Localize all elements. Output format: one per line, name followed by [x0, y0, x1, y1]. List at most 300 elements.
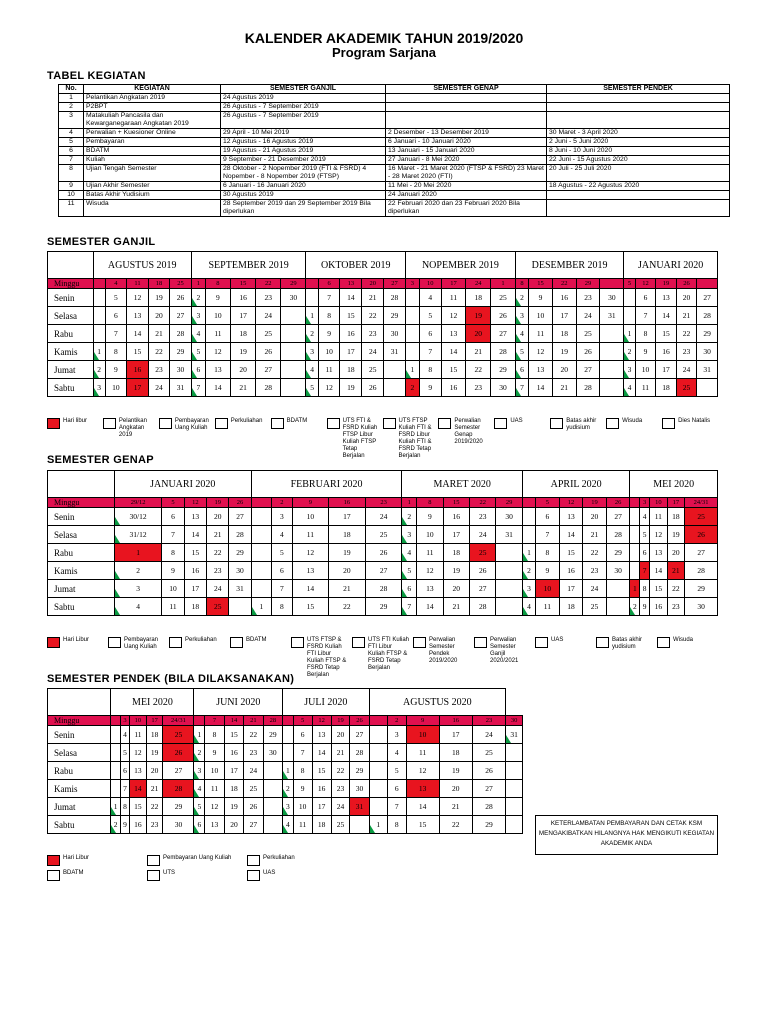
date-cell: 17 [224, 762, 243, 780]
date-cell: 21 [439, 798, 472, 816]
date-cell: 1 [369, 816, 388, 834]
date-cell [606, 598, 630, 616]
date-cell: 22 [331, 762, 350, 780]
date-cell: 9 [205, 289, 230, 307]
date-cell [263, 798, 282, 816]
date-cell: 14 [340, 289, 362, 307]
kegiatan-cell: 3 [59, 112, 84, 129]
date-cell: 1 [624, 325, 635, 343]
legend-item [271, 418, 323, 429]
date-cell: 2 [111, 816, 120, 834]
kegiatan-cell: 2 [59, 103, 84, 112]
calendar-day-row [48, 798, 523, 816]
sunday-cell: 5 [624, 279, 635, 289]
date-cell: 28 [170, 325, 192, 343]
date-cell: 26 [472, 762, 505, 780]
date-cell: 23 [362, 325, 384, 343]
date-cell: 12 [441, 307, 466, 325]
date-cell: 3 [93, 379, 105, 397]
legend-item [147, 870, 243, 881]
kegiatan-cell: 7 [59, 156, 84, 165]
date-cell [93, 289, 105, 307]
calendar-month-row [48, 471, 718, 498]
sunday-cell [251, 498, 271, 508]
date-cell: 23 [146, 816, 163, 834]
legend-swatch [247, 870, 260, 881]
date-cell: 7 [402, 598, 417, 616]
legend-item [413, 637, 470, 665]
sunday-cell: 27 [384, 279, 406, 289]
sunday-cell: 10 [650, 498, 668, 508]
date-cell: 23 [583, 562, 607, 580]
kegiatan-cell [386, 112, 547, 129]
date-cell: 29 [491, 361, 516, 379]
legend-item [662, 418, 714, 429]
date-cell: 22 [667, 580, 685, 598]
date-cell: 30 [491, 379, 516, 397]
date-cell: 8 [536, 544, 560, 562]
date-cell: 14 [441, 343, 466, 361]
date-cell: 19 [443, 562, 469, 580]
date-cell: 2 [624, 343, 635, 361]
kegiatan-cell: P2BPT [84, 103, 221, 112]
date-cell: 26 [685, 526, 718, 544]
date-cell: 11 [417, 544, 443, 562]
date-cell [111, 762, 120, 780]
date-cell: 11 [536, 598, 560, 616]
calendar-day-row [48, 307, 718, 325]
date-cell: 3 [624, 361, 635, 379]
kegiatan-cell: 10 [59, 191, 84, 200]
date-cell: 7 [515, 379, 528, 397]
date-cell [600, 361, 624, 379]
legend-label: UAS [510, 418, 523, 424]
date-cell: 30 [600, 289, 624, 307]
sunday-cell: 26 [606, 498, 630, 508]
date-cell [350, 816, 369, 834]
date-cell: 8 [105, 343, 127, 361]
legend-swatch [662, 418, 675, 429]
date-cell [697, 379, 718, 397]
legend-label: Wisuda [673, 637, 694, 643]
legend-genap [47, 637, 718, 678]
date-cell: 11 [293, 816, 312, 834]
kegiatan-cell: 16 Maret - 21 Maret 2020 (FTSP & FSRD) 23 Maret - 28 Maret 2020 (FTI) [386, 165, 547, 182]
sunday-cell: 2 [272, 498, 292, 508]
date-cell: 20 [224, 816, 243, 834]
date-cell [369, 744, 388, 762]
date-cell [600, 325, 624, 343]
date-cell: 14 [184, 526, 206, 544]
date-cell [263, 762, 282, 780]
date-cell: 11 [650, 508, 668, 526]
date-cell: 21 [231, 379, 256, 397]
date-cell: 28 [256, 379, 281, 397]
date-cell: 4 [515, 325, 528, 343]
date-cell: 13 [184, 508, 206, 526]
date-cell [369, 726, 388, 744]
sunday-cell: 17 [441, 279, 466, 289]
date-cell: 5 [388, 762, 407, 780]
date-cell [630, 508, 640, 526]
kegiatan-cell: Pembayaran [84, 138, 221, 147]
sunday-cell: 5 [536, 498, 560, 508]
date-cell: 17 [340, 343, 362, 361]
date-cell [405, 289, 419, 307]
date-cell: 18 [329, 526, 366, 544]
sunday-cell [600, 279, 624, 289]
date-cell: 23 [244, 744, 263, 762]
date-cell: 6 [105, 307, 127, 325]
legend-label: UTS FTSP & FSRD Kuliah FTI Libur Kuliah FTSP & FSRD Tetap Berjalan [307, 637, 347, 678]
calendar-day-row [48, 598, 718, 616]
calendar-corner [48, 471, 115, 498]
date-cell: 8 [293, 762, 312, 780]
month-header: SEPTEMBER 2019 [191, 252, 306, 279]
date-cell: 13 [127, 307, 149, 325]
legend-label: UTS [163, 870, 175, 876]
date-cell: 2 [191, 289, 205, 307]
date-cell: 24 [244, 762, 263, 780]
sunday-cell: 26 [676, 279, 697, 289]
date-cell: 20 [443, 580, 469, 598]
kegiatan-cell [547, 200, 730, 217]
date-cell: 16 [184, 562, 206, 580]
date-cell: 15 [406, 816, 439, 834]
date-cell: 3 [522, 580, 535, 598]
kegiatan-cell: Wisuda [84, 200, 221, 217]
month-header: MEI 2020 [111, 689, 194, 716]
legend-swatch [108, 637, 121, 648]
date-cell: 28 [469, 598, 495, 616]
date-cell: 27 [576, 361, 600, 379]
date-cell: 24 [362, 343, 384, 361]
date-cell: 24 [331, 798, 350, 816]
date-cell: 26 [256, 343, 281, 361]
legend-swatch [413, 637, 426, 648]
date-cell: 16 [559, 562, 583, 580]
date-cell: 30 [350, 780, 369, 798]
date-cell: 27 [606, 508, 630, 526]
date-cell: 15 [130, 798, 147, 816]
date-cell: 14 [406, 798, 439, 816]
sunday-cell: 21 [244, 716, 263, 726]
sunday-cell [194, 716, 205, 726]
legend-label: Batas akhir yudisium [612, 637, 643, 650]
date-cell: 1 [93, 343, 105, 361]
page-title: KALENDER AKADEMIK TAHUN 2019/2020 [244, 30, 524, 46]
legend-swatch [169, 637, 182, 648]
date-cell: 8 [272, 598, 292, 616]
sunday-cell: 13 [340, 279, 362, 289]
date-cell: 12 [205, 343, 230, 361]
sunday-cell: 12 [559, 498, 583, 508]
date-cell: 10 [292, 508, 329, 526]
date-cell: 13 [406, 780, 439, 798]
sunday-cell: 17 [146, 716, 163, 726]
date-cell: 23 [148, 361, 170, 379]
kegiatan-table [58, 84, 730, 217]
date-cell: 30 [606, 562, 630, 580]
date-cell: 29 [472, 816, 505, 834]
date-cell: 14 [312, 744, 331, 762]
legend-label: Pembayaran Uang Kuliah [163, 855, 232, 861]
date-cell: 7 [120, 780, 129, 798]
date-cell [111, 744, 120, 762]
date-cell: 6 [635, 289, 656, 307]
date-cell: 29 [365, 598, 402, 616]
date-cell: 25 [256, 325, 281, 343]
date-cell: 29 [229, 544, 251, 562]
date-cell: 6 [402, 580, 417, 598]
kegiatan-cell [547, 191, 730, 200]
date-cell: 11 [635, 379, 656, 397]
date-cell: 11 [441, 289, 466, 307]
sunday-cell: 15 [529, 279, 553, 289]
kegiatan-cell: 5 [59, 138, 84, 147]
legend-swatch [327, 418, 340, 429]
date-cell: 22 [244, 726, 263, 744]
legend-label: Pelantikan Angkatan 2019 [118, 418, 147, 438]
date-cell: 4 [114, 598, 162, 616]
date-cell [630, 526, 640, 544]
date-cell: 27 [170, 307, 192, 325]
date-cell: 23 [331, 780, 350, 798]
day-label: Rabu [48, 762, 111, 780]
sunday-cell: 12 [184, 498, 206, 508]
kegiatan-header-3: SEMESTER GENAP [386, 85, 547, 94]
legend-label: Hari Libur [63, 855, 90, 861]
date-cell: 31 [350, 798, 369, 816]
date-cell: 17 [559, 580, 583, 598]
sunday-cell: 20 [362, 279, 384, 289]
date-cell: 25 [469, 544, 495, 562]
notice-box: KETERLAMBATAN PEMBAYARAN DAN CETAK KSM MENGAKIBATKAN HILANGNYA HAK MENGIKUTI KEGIATAN AKADEMIK ANDA [535, 815, 718, 855]
day-label: Rabu [48, 544, 115, 562]
date-cell: 10 [162, 580, 184, 598]
date-cell [93, 307, 105, 325]
sunday-cell [630, 498, 640, 508]
date-cell: 8 [419, 361, 441, 379]
date-cell: 25 [491, 289, 516, 307]
date-cell: 2 [93, 361, 105, 379]
date-cell: 14 [559, 526, 583, 544]
date-cell: 17 [552, 307, 576, 325]
date-cell: 9 [105, 361, 127, 379]
date-cell: 4 [194, 780, 205, 798]
date-cell: 19 [146, 744, 163, 762]
date-cell: 20 [583, 508, 607, 526]
date-cell: 12 [130, 744, 147, 762]
legend-label: BDATM [286, 418, 308, 424]
date-cell: 18 [552, 325, 576, 343]
kegiatan-cell [547, 103, 730, 112]
date-cell: 21 [466, 343, 491, 361]
day-label: Jumat [48, 798, 111, 816]
legend-item [383, 418, 435, 460]
sunday-cell: 18 [148, 279, 170, 289]
date-cell: 15 [312, 762, 331, 780]
date-cell [496, 580, 523, 598]
calendar-day-row [48, 343, 718, 361]
legend-item [47, 870, 143, 881]
kegiatan-cell: 11 [59, 200, 84, 217]
legend-swatch [147, 870, 160, 881]
legend-swatch [47, 870, 60, 881]
date-cell: 31/12 [114, 526, 162, 544]
sunday-cell: 23 [472, 716, 505, 726]
legend-label: UAS [263, 870, 276, 876]
sunday-cell: 19 [656, 279, 677, 289]
kegiatan-cell: 26 Agustus - 7 September 2019 [221, 112, 386, 129]
date-cell [506, 762, 523, 780]
date-cell [606, 580, 630, 598]
date-cell: 16 [130, 816, 147, 834]
month-header: DESEMBER 2019 [515, 252, 623, 279]
page-subtitle: Program Sarjana [331, 45, 437, 60]
day-label: Sabtu [48, 379, 94, 397]
kegiatan-cell: 9 [59, 182, 84, 191]
calendar-day-row [48, 780, 523, 798]
date-cell: 25 [576, 325, 600, 343]
legend-label: Perkuliahan [230, 418, 263, 424]
date-cell: 23 [256, 289, 281, 307]
date-cell: 5 [194, 798, 205, 816]
day-label: Jumat [48, 361, 94, 379]
date-cell: 5 [306, 379, 318, 397]
sunday-cell: 15 [231, 279, 256, 289]
date-cell: 16 [127, 361, 149, 379]
date-cell [111, 726, 120, 744]
date-cell [506, 816, 523, 834]
date-cell: 20 [552, 361, 576, 379]
date-cell: 9 [529, 289, 553, 307]
date-cell: 23 [469, 508, 495, 526]
legend-item [247, 855, 343, 866]
date-cell: 14 [130, 780, 147, 798]
legend-item [535, 637, 592, 648]
kegiatan-cell: 6 [59, 147, 84, 156]
date-cell: 9 [536, 562, 560, 580]
date-cell: 4 [272, 526, 292, 544]
legend-label: Perkuliahan [185, 637, 217, 643]
date-cell: 1 [405, 361, 419, 379]
calendar-week-row [48, 716, 523, 726]
date-cell: 12 [529, 343, 553, 361]
date-cell: 29 [350, 762, 369, 780]
date-cell: 17 [439, 726, 472, 744]
date-cell: 24 [472, 726, 505, 744]
date-cell: 31 [697, 361, 718, 379]
date-cell: 3 [402, 526, 417, 544]
legend-item [169, 637, 226, 648]
date-cell: 17 [329, 508, 366, 526]
date-cell: 18 [667, 508, 685, 526]
date-cell: 23 [466, 379, 491, 397]
date-cell: 27 [469, 580, 495, 598]
date-cell [369, 762, 388, 780]
date-cell: 4 [283, 816, 294, 834]
date-cell: 11 [318, 361, 340, 379]
date-cell: 9 [635, 343, 656, 361]
date-cell: 30 [685, 598, 718, 616]
sunday-cell: 16 [439, 716, 472, 726]
date-cell: 19 [224, 798, 243, 816]
month-header: MARET 2020 [402, 471, 523, 498]
date-cell: 15 [184, 544, 206, 562]
legend-swatch [147, 855, 160, 866]
date-cell: 5 [419, 307, 441, 325]
date-cell: 21 [583, 526, 607, 544]
date-cell: 3 [283, 798, 294, 816]
date-cell: 7 [191, 379, 205, 397]
date-cell: 30 [229, 562, 251, 580]
legend-label: Hari Libur [63, 637, 90, 643]
calendar-day-row [48, 508, 718, 526]
calendar-day-row [48, 361, 718, 379]
date-cell: 6 [419, 325, 441, 343]
date-cell: 10 [529, 307, 553, 325]
date-cell: 7 [293, 744, 312, 762]
date-cell: 14 [656, 307, 677, 325]
date-cell: 11 [162, 598, 184, 616]
date-cell: 8 [205, 726, 224, 744]
date-cell: 10 [536, 580, 560, 598]
date-cell: 4 [522, 598, 535, 616]
date-cell: 22 [329, 598, 366, 616]
date-cell [281, 379, 306, 397]
calendar-ganjil [47, 251, 718, 397]
date-cell: 24 [576, 307, 600, 325]
day-label: Senin [48, 289, 94, 307]
legend-swatch [230, 637, 243, 648]
date-cell: 10 [293, 798, 312, 816]
date-cell: 10 [406, 726, 439, 744]
kegiatan-cell: 18 Agustus - 22 Agustus 2020 [547, 182, 730, 191]
date-cell: 9 [419, 379, 441, 397]
calendar-month-row [48, 689, 523, 716]
sunday-cell: 3 [405, 279, 419, 289]
legend-ganjil [47, 418, 718, 459]
date-cell: 26 [491, 307, 516, 325]
sunday-cell: 24 [466, 279, 491, 289]
date-cell: 28 [606, 526, 630, 544]
kegiatan-cell: 20 Juli - 25 Juli 2020 [547, 165, 730, 182]
date-cell: 3 [306, 343, 318, 361]
date-cell: 15 [650, 580, 668, 598]
kegiatan-row [59, 94, 730, 103]
date-cell: 10 [318, 343, 340, 361]
date-cell [281, 343, 306, 361]
date-cell: 10 [105, 379, 127, 397]
calendar-corner [48, 689, 111, 716]
legend-item [606, 418, 658, 429]
sunday-cell: 3 [120, 716, 129, 726]
date-cell: 9 [162, 562, 184, 580]
calendar-day-row [48, 325, 718, 343]
calendar-day-row [48, 544, 718, 562]
kegiatan-header-2: SEMESTER GANJIL [221, 85, 386, 94]
sunday-cell: 29 [496, 498, 523, 508]
date-cell: 30 [384, 325, 406, 343]
date-cell: 13 [205, 361, 230, 379]
date-cell [251, 562, 271, 580]
sunday-cell: 22 [552, 279, 576, 289]
date-cell: 11 [529, 325, 553, 343]
legend-item [47, 637, 104, 648]
date-cell: 31 [600, 307, 624, 325]
legend-item [47, 855, 143, 866]
